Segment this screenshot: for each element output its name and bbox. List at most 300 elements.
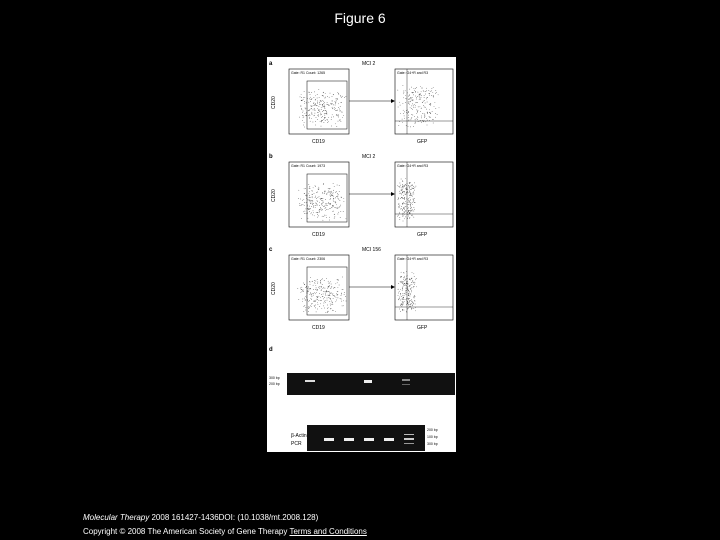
scatter-dot xyxy=(341,295,342,296)
scatter-dot xyxy=(317,105,318,106)
scatter-dot xyxy=(408,291,409,292)
scatter-dot xyxy=(313,295,314,296)
scatter-dot xyxy=(326,295,327,296)
scatter-dot xyxy=(398,204,399,205)
scatter-dot xyxy=(401,193,402,194)
scatter-dot xyxy=(410,204,411,205)
scatter-dot xyxy=(340,119,341,120)
scatter-dot xyxy=(319,202,320,203)
scatter-dot xyxy=(304,193,305,194)
scatter-dot xyxy=(320,100,321,101)
scatter-dot xyxy=(398,125,399,126)
scatter-dot xyxy=(301,287,302,288)
scatter-dot xyxy=(413,303,414,304)
scatter-dot xyxy=(322,201,323,202)
scatter-dot xyxy=(338,279,339,280)
scatter-dot xyxy=(345,296,346,297)
scatter-dot xyxy=(333,310,334,311)
scatter-dot xyxy=(336,196,337,197)
scatter-dot xyxy=(404,208,405,209)
scatter-dot xyxy=(414,298,415,299)
scatter-dot xyxy=(312,296,313,297)
scatter-dot xyxy=(334,217,335,218)
gel-1-label: 300 bp xyxy=(269,376,280,380)
scatter-dot xyxy=(436,92,437,93)
scatter-dot xyxy=(403,110,404,111)
scatter-dot xyxy=(404,185,405,186)
scatter-dot xyxy=(429,120,430,121)
scatter-dot xyxy=(313,212,314,213)
scatter-dot xyxy=(342,117,343,118)
scatter-dot xyxy=(310,202,311,203)
scatter-dot xyxy=(408,211,409,212)
scatter-dot xyxy=(415,307,416,308)
scatter-dot xyxy=(411,303,412,304)
scatter-dot xyxy=(303,283,304,284)
gel-1-band xyxy=(305,380,315,382)
scatter-dot xyxy=(421,108,422,109)
scatter-dot xyxy=(420,106,421,107)
scatter-dot xyxy=(410,197,411,198)
scatter-dot xyxy=(409,94,410,95)
scatter-dot xyxy=(405,189,406,190)
scatter-dot xyxy=(336,293,337,294)
gel-1-band xyxy=(364,380,372,383)
scatter-dot xyxy=(304,188,305,189)
scatter-dot xyxy=(309,118,310,119)
scatter-dot xyxy=(410,195,411,196)
scatter-dot xyxy=(300,288,301,289)
scatter-dot xyxy=(427,113,428,114)
scatter-dot xyxy=(400,281,401,282)
scatter-dot xyxy=(414,282,415,283)
scatter-dot xyxy=(324,115,325,116)
scatter-dot xyxy=(306,113,307,114)
scatter-dot xyxy=(430,103,431,104)
scatter-dot xyxy=(416,278,417,279)
scatter-dot xyxy=(404,209,405,210)
scatter-dot xyxy=(401,306,402,307)
scatter-dot xyxy=(438,94,439,95)
scatter-dot xyxy=(342,96,343,97)
scatter-dot xyxy=(408,102,409,103)
scatter-dot xyxy=(425,94,426,95)
scatter-dot xyxy=(409,98,410,99)
journal-name: Molecular Therapy xyxy=(83,513,150,522)
scatter-dot xyxy=(315,283,316,284)
scatter-dot xyxy=(404,207,405,208)
scatter-dot xyxy=(317,201,318,202)
scatter-dot xyxy=(322,116,323,117)
scatter-dot xyxy=(338,107,339,108)
scatter-dot xyxy=(328,191,329,192)
scatter-dot xyxy=(401,304,402,305)
scatter-dot xyxy=(323,291,324,292)
scatter-dot xyxy=(317,98,318,99)
scatter-dot xyxy=(303,117,304,118)
flow-cytometry-panels xyxy=(269,61,453,331)
scatter-dot xyxy=(422,88,423,89)
scatter-dot xyxy=(315,95,316,96)
scatter-dot xyxy=(420,93,421,94)
scatter-dot xyxy=(318,116,319,117)
scatter-dot xyxy=(405,90,406,91)
scatter-dot xyxy=(332,195,333,196)
scatter-dot xyxy=(326,215,327,216)
scatter-dot xyxy=(301,205,302,206)
scatter-dot xyxy=(411,210,412,211)
scatter-dot xyxy=(340,298,341,299)
scatter-dot xyxy=(324,206,325,207)
scatter-dot xyxy=(320,303,321,304)
scatter-dot xyxy=(337,295,338,296)
scatter-dot xyxy=(315,293,316,294)
scatter-dot xyxy=(314,215,315,216)
scatter-dot xyxy=(414,90,415,91)
scatter-dot xyxy=(407,191,408,192)
scatter-dot xyxy=(401,272,402,273)
scatter-dot xyxy=(424,115,425,116)
scatter-dot xyxy=(332,303,333,304)
scatter-dot xyxy=(323,206,324,207)
scatter-dot xyxy=(333,206,334,207)
scatter-dot xyxy=(401,189,402,190)
scatter-dot xyxy=(303,111,304,112)
scatter-dot xyxy=(312,197,313,198)
scatter-dot xyxy=(319,196,320,197)
scatter-dot xyxy=(333,288,334,289)
scatter-dot xyxy=(430,113,431,114)
scatter-dot xyxy=(404,276,405,277)
scatter-dot xyxy=(408,115,409,116)
scatter-dot xyxy=(307,300,308,301)
gel-2-label: 300 bp xyxy=(427,442,438,446)
scatter-dot xyxy=(413,194,414,195)
scatter-dot xyxy=(412,202,413,203)
scatter-dot xyxy=(303,117,304,118)
scatter-dot xyxy=(406,285,407,286)
scatter-dot xyxy=(411,203,412,204)
scatter-dot xyxy=(424,117,425,118)
scatter-dot xyxy=(331,191,332,192)
scatter-dot xyxy=(412,301,413,302)
scatter-dot xyxy=(403,188,404,189)
scatter-dot xyxy=(309,197,310,198)
scatter-dot xyxy=(402,293,403,294)
scatter-dot xyxy=(418,117,419,118)
y-axis-label: CD20 xyxy=(271,189,277,202)
scatter-dot xyxy=(409,104,410,105)
scatter-dot xyxy=(327,305,328,306)
scatter-dot xyxy=(312,114,313,115)
scatter-dot xyxy=(415,88,416,89)
scatter-dot xyxy=(317,309,318,310)
scatter-dot xyxy=(403,103,404,104)
scatter-dot xyxy=(328,295,329,296)
scatter-dot xyxy=(408,208,409,209)
scatter-dot xyxy=(331,192,332,193)
scatter-dot xyxy=(399,217,400,218)
scatter-dot xyxy=(399,207,400,208)
scatter-dot xyxy=(312,303,313,304)
scatter-dot xyxy=(302,100,303,101)
scatter-dot xyxy=(321,300,322,301)
scatter-dot xyxy=(309,288,310,289)
scatter-dot xyxy=(400,293,401,294)
scatter-dot xyxy=(399,213,400,214)
scatter-dot xyxy=(413,286,414,287)
scatter-dot xyxy=(426,118,427,119)
scatter-dot xyxy=(324,118,325,119)
scatter-dot xyxy=(404,212,405,213)
scatter-dot xyxy=(326,194,327,195)
scatter-dot xyxy=(332,100,333,101)
scatter-dot xyxy=(324,106,325,107)
scatter-dot xyxy=(411,290,412,291)
scatter-dot xyxy=(398,199,399,200)
scatter-dot xyxy=(317,94,318,95)
scatter-dot xyxy=(336,114,337,115)
scatter-dot xyxy=(323,106,324,107)
scatter-dot xyxy=(321,208,322,209)
scatter-dot xyxy=(408,200,409,201)
scatter-dot xyxy=(409,187,410,188)
scatter-dot xyxy=(340,111,341,112)
scatter-dot xyxy=(310,282,311,283)
scatter-dot xyxy=(315,121,316,122)
scatter-dot xyxy=(429,93,430,94)
scatter-dot xyxy=(297,288,298,289)
scatter-dot xyxy=(339,120,340,121)
scatter-dot xyxy=(414,88,415,89)
terms-and-conditions-link[interactable]: Terms and Conditions xyxy=(289,527,367,536)
scatter-dot xyxy=(304,213,305,214)
scatter-dot xyxy=(419,95,420,96)
scatter-dot xyxy=(432,92,433,93)
scatter-dot xyxy=(316,203,317,204)
scatter-dot xyxy=(337,98,338,99)
scatter-dot xyxy=(406,99,407,100)
scatter-dot xyxy=(335,192,336,193)
scatter-dot xyxy=(340,200,341,201)
panel-letter: a xyxy=(269,61,273,67)
scatter-dot xyxy=(321,290,322,291)
scatter-dot xyxy=(433,95,434,96)
scatter-dot xyxy=(311,212,312,213)
scatter-dot xyxy=(405,299,406,300)
scatter-dot xyxy=(304,306,305,307)
scatter-dot xyxy=(421,118,422,119)
scatter-dot xyxy=(325,120,326,121)
scatter-dot xyxy=(311,99,312,100)
scatter-dot xyxy=(304,101,305,102)
scatter-dot xyxy=(426,99,427,100)
scatter-dot xyxy=(307,288,308,289)
gel-2-band xyxy=(324,438,334,441)
scatter-dot xyxy=(335,123,336,124)
scatter-dot xyxy=(310,289,311,290)
scatter-dot xyxy=(423,90,424,91)
scatter-dot xyxy=(402,203,403,204)
scatter-dot xyxy=(410,199,411,200)
scatter-dot xyxy=(331,301,332,302)
scatter-dot xyxy=(420,95,421,96)
scatter-dot xyxy=(302,291,303,292)
scatter-dot xyxy=(302,200,303,201)
scatter-dot xyxy=(303,311,304,312)
scatter-dot xyxy=(414,295,415,296)
right-gate-text: Gate: G4+R and R3 xyxy=(397,164,429,168)
scatter-dot xyxy=(305,307,306,308)
scatter-dot xyxy=(410,211,411,212)
copyright xyxy=(83,527,367,536)
scatter-dot xyxy=(406,281,407,282)
scatter-dot xyxy=(316,105,317,106)
scatter-dot xyxy=(308,288,309,289)
scatter-dot xyxy=(333,94,334,95)
scatter-dot xyxy=(317,212,318,213)
scatter-dot xyxy=(403,208,404,209)
right-plot-frame xyxy=(395,162,453,227)
scatter-dot xyxy=(407,189,408,190)
scatter-dot xyxy=(323,110,324,111)
scatter-dot xyxy=(308,291,309,292)
scatter-dot xyxy=(424,120,425,121)
scatter-dot xyxy=(398,107,399,108)
scatter-dot xyxy=(338,291,339,292)
scatter-dot xyxy=(416,286,417,287)
scatter-dot xyxy=(307,108,308,109)
scatter-dot xyxy=(312,203,313,204)
scatter-dot xyxy=(324,122,325,123)
scatter-dot xyxy=(339,207,340,208)
scatter-dot xyxy=(399,212,400,213)
copyright-text: Copyright © 2008 The American Society of Gene Therapy xyxy=(83,527,290,536)
scatter-dot xyxy=(400,289,401,290)
scatter-dot xyxy=(411,282,412,283)
scatter-dot xyxy=(324,102,325,103)
scatter-dot xyxy=(341,299,342,300)
scatter-dot xyxy=(324,215,325,216)
scatter-dot xyxy=(402,301,403,302)
scatter-dot xyxy=(406,283,407,284)
scatter-dot xyxy=(311,213,312,214)
scatter-dot xyxy=(417,119,418,120)
scatter-dot xyxy=(401,179,402,180)
scatter-dot xyxy=(403,304,404,305)
scatter-dot xyxy=(340,206,341,207)
scatter-dot xyxy=(322,284,323,285)
scatter-dot xyxy=(339,109,340,110)
arrow-head xyxy=(391,285,395,289)
scatter-dot xyxy=(317,108,318,109)
scatter-dot xyxy=(315,110,316,111)
scatter-dot xyxy=(433,87,434,88)
scatter-dot xyxy=(300,199,301,200)
scatter-dot xyxy=(308,110,309,111)
scatter-dot xyxy=(399,291,400,292)
scatter-dot xyxy=(319,110,320,111)
y-axis-label: CD20 xyxy=(271,282,277,295)
scatter-dot xyxy=(413,287,414,288)
scatter-dot xyxy=(309,191,310,192)
scatter-dot xyxy=(331,117,332,118)
scatter-dot xyxy=(313,103,314,104)
scatter-dot xyxy=(315,196,316,197)
scatter-dot xyxy=(336,110,337,111)
scatter-dot xyxy=(325,117,326,118)
scatter-dot xyxy=(301,108,302,109)
scatter-dot xyxy=(409,183,410,184)
scatter-dot xyxy=(411,114,412,115)
scatter-dot xyxy=(305,108,306,109)
scatter-dot xyxy=(425,107,426,108)
scatter-dot xyxy=(322,95,323,96)
scatter-dot xyxy=(320,281,321,282)
scatter-dot xyxy=(412,92,413,93)
scatter-dot xyxy=(329,286,330,287)
scatter-dot xyxy=(404,112,405,113)
scatter-dot xyxy=(328,297,329,298)
scatter-dot xyxy=(335,201,336,202)
scatter-dot xyxy=(328,117,329,118)
scatter-dot xyxy=(321,200,322,201)
scatter-dot xyxy=(307,202,308,203)
scatter-dot xyxy=(316,192,317,193)
scatter-dot xyxy=(332,103,333,104)
scatter-dot xyxy=(412,188,413,189)
scatter-dot xyxy=(317,103,318,104)
scatter-dot xyxy=(402,305,403,306)
scatter-dot xyxy=(402,214,403,215)
scatter-dot xyxy=(407,218,408,219)
scatter-dot xyxy=(412,115,413,116)
panel-d-letter: d xyxy=(269,347,273,353)
scatter-dot xyxy=(402,187,403,188)
scatter-dot xyxy=(314,280,315,281)
scatter-dot xyxy=(307,98,308,99)
scatter-dot xyxy=(415,92,416,93)
scatter-dot xyxy=(316,117,317,118)
scatter-dot xyxy=(314,301,315,302)
scatter-dot xyxy=(402,290,403,291)
scatter-dot xyxy=(311,190,312,191)
scatter-dot xyxy=(324,303,325,304)
scatter-dot xyxy=(323,306,324,307)
scatter-dot xyxy=(400,198,401,199)
scatter-dot xyxy=(336,204,337,205)
scatter-dot xyxy=(411,292,412,293)
gel-2-band xyxy=(344,438,354,441)
scatter-dot xyxy=(418,92,419,93)
scatter-dot xyxy=(413,211,414,212)
scatter-dot xyxy=(333,298,334,299)
scatter-dot xyxy=(414,183,415,184)
scatter-dot xyxy=(324,193,325,194)
scatter-dot xyxy=(408,126,409,127)
scatter-dot xyxy=(400,300,401,301)
scatter-dot xyxy=(343,300,344,301)
gate-text: Gate: R1 Count: 2306 xyxy=(291,257,326,261)
scatter-dot xyxy=(315,301,316,302)
scatter-dot xyxy=(332,304,333,305)
scatter-dot xyxy=(418,110,419,111)
scatter-dot xyxy=(400,209,401,210)
scatter-dot xyxy=(422,87,423,88)
scatter-dot xyxy=(304,97,305,98)
scatter-dot xyxy=(415,123,416,124)
scatter-dot xyxy=(411,108,412,109)
